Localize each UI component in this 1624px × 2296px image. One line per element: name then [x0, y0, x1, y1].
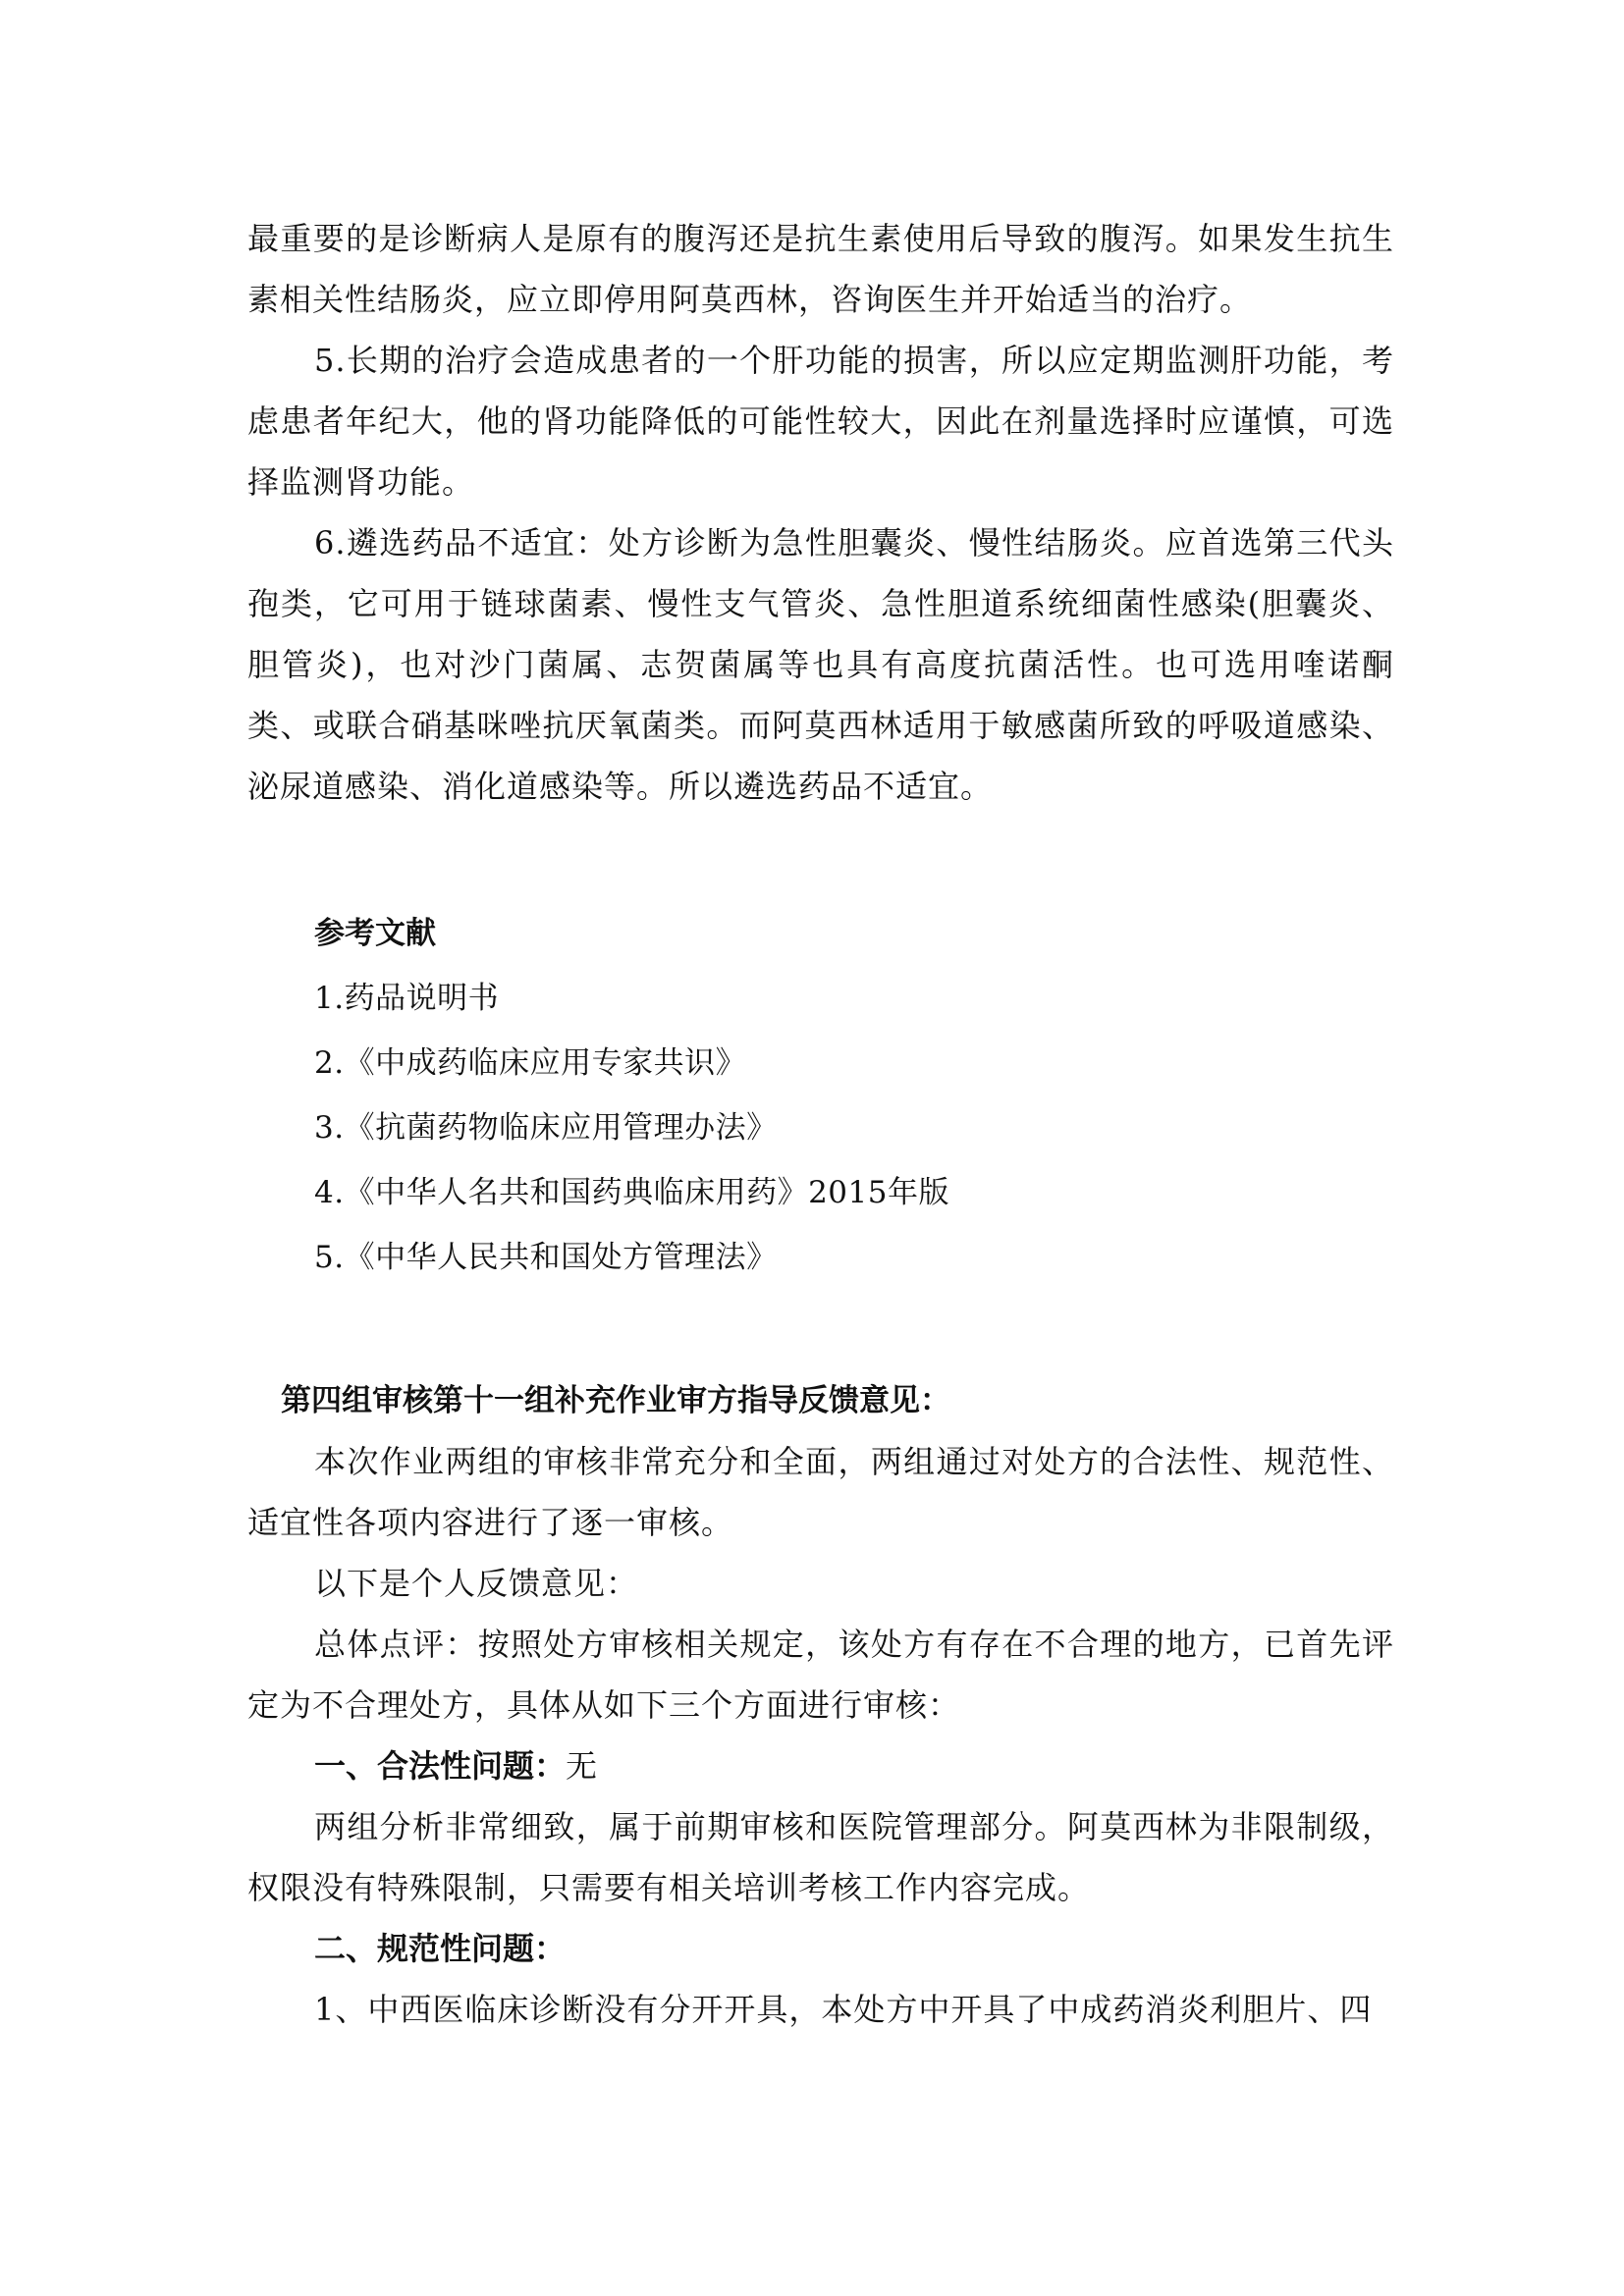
feedback-personal: 以下是个人反馈意见：	[314, 1565, 639, 1602]
reference-item: 1.药品说明书	[314, 981, 500, 1016]
reference-item: 3.《抗菌药物临床应用管理办法》	[314, 1110, 778, 1146]
legality-heading-value: 无	[566, 1747, 598, 1785]
norm-item-1: 1、中西医临床诊断没有分开开具，本处方中开具了中成药消炎利胆片、四	[314, 1991, 1373, 2028]
legality-text: 两组分析非常细致，属于前期审核和医院管理部分。阿莫西林为非限制级，权限没有特殊限制，只需要有相关培训考核工作内容完成。	[247, 1808, 1394, 1906]
paragraph-drug-selection: 6.遴选药品不适宜：处方诊断为急性胆囊炎、慢性结肠炎。应首选第三代头孢类，它可用于链球菌素、慢性支气管炎、急性胆道系统细菌性感染(胆囊炎、胆管炎)，也对沙门菌属、志贺菌属等也具有高度抗菌活性。也可选用喹诺酮类、或联合硝基咪唑抗厌氧菌类。而阿莫西林适用于敏感菌所致的呼吸道感染、泌尿道感染、消化道感染等。所以遴选药品不适宜。	[247, 524, 1394, 805]
reference-item: 5.《中华人民共和国处方管理法》	[314, 1240, 778, 1275]
legality-heading-label: 一、合法性问题：	[314, 1747, 567, 1785]
references-heading: 参考文献	[314, 916, 436, 951]
norm-heading-label: 二、规范性问题：	[314, 1930, 567, 1967]
document-content	[247, 208, 1394, 2040]
references-list	[247, 966, 1394, 1290]
reference-item: 2.《中成药临床应用专家共识》	[314, 1045, 747, 1081]
norm-section-heading	[247, 1918, 1394, 1979]
paragraph-liver-kidney-monitoring: 5.长期的治疗会造成患者的一个肝功能的损害，所以应定期监测肝功能，考虑患者年纪大，他的肾功能降低的可能性较大，因此在剂量选择时应谨慎，可选择监测肾功能。	[247, 342, 1394, 501]
feedback-heading: 第四组审核第十一组补充作业审方指导反馈意见：	[281, 1383, 950, 1418]
feedback-intro: 本次作业两组的审核非常充分和全面，两组通过对处方的合法性、规范性、适宜性各项内容进行了逐一审核。	[247, 1443, 1394, 1541]
legality-section-heading	[247, 1735, 1394, 1796]
feedback-overall: 总体点评：按照处方审核相关规定，该处方有存在不合理的地方，已首先评定为不合理处方，具体从如下三个方面进行审核：	[247, 1626, 1394, 1724]
reference-item: 4.《中华人名共和国药典临床用药》2015年版	[314, 1175, 949, 1210]
paragraph-diarrhea-diagnosis: 最重要的是诊断病人是原有的腹泻还是抗生素使用后导致的腹泻。如果发生抗生素相关性结肠炎，应立即停用阿莫西林，咨询医生并开始适当的治疗。	[247, 220, 1394, 318]
